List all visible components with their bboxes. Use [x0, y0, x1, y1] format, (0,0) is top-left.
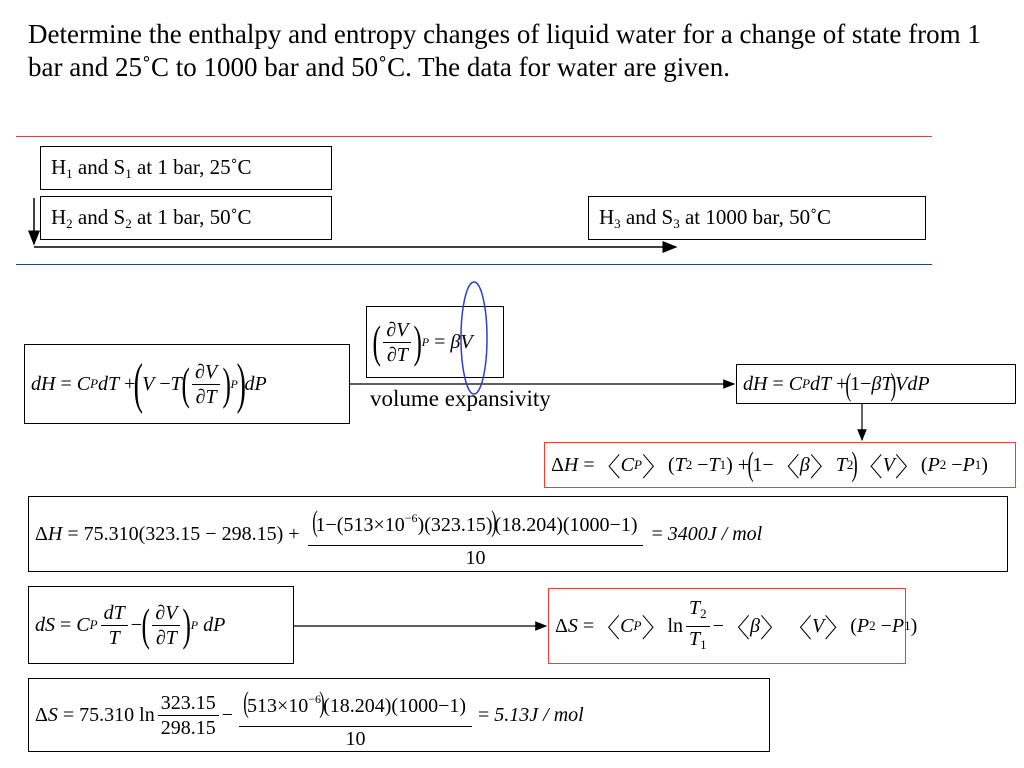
dS-general-equation: dS = C P $\frac{dT}{T}$ − ( $\frac{\partial V}{\partial T}$ ) P dP	[28, 586, 294, 664]
deltaS-numeric: Δ S = 75.310 ln $\frac{323.15}{298.15}$ − $\frac{(513\times 10^{-6})(18.204)(1000-1)}{10}$ = 5.13J / mol	[28, 678, 770, 752]
state-2-box: H2 and S2 at 1 bar, 50˚C	[40, 196, 332, 240]
problem-statement: Determine the enthalpy and entropy changes of liquid water for a change of state from 1 bar and 25˚C to 1000 bar and 50˚C. The data for water are given.	[28, 19, 981, 82]
beta-highlight-ellipse	[461, 282, 487, 394]
deltaH-formula: Δ H = 〈 C P 〉 ( T 2 − T 1 ) + ( 1− 〈 β 〉 T 2 ) 〈 V 〉 ( P 2 − P 1 )	[544, 442, 1016, 488]
state-1-box: H1 and S1 at 1 bar, 25˚C	[40, 146, 332, 190]
deltaH-numeric: Δ H = 75.310 ( 323.15 − 298.15 ) + $\frac{(1-(513\times 10^{-6})(323.15))(18.204)(1000-1)}{10}$ = 3400J / mol	[28, 496, 1008, 572]
dH-simplified-equation: dH = C P dT + ( 1− βT ) VdP	[736, 364, 1016, 404]
state-3-box: H3 and S3 at 1000 bar, 50˚C	[588, 196, 926, 240]
volume-expansivity-label: volume expansivity	[370, 386, 551, 411]
deltaS-formula: Δ S = 〈 C P 〉 ln $\frac{T_2}{T_1}$ − 〈 β 〉 〈 V 〉 ( P 2 − P 1 )	[548, 588, 906, 664]
beta-definition-box: ( $\frac{\partial V}{\partial T}$ ) P = βV	[366, 306, 504, 378]
dH-general-equation: dH = C P dT + ( V − T ( $\frac{\partial V}{\partial T}$ ) P ) dP	[24, 344, 350, 424]
